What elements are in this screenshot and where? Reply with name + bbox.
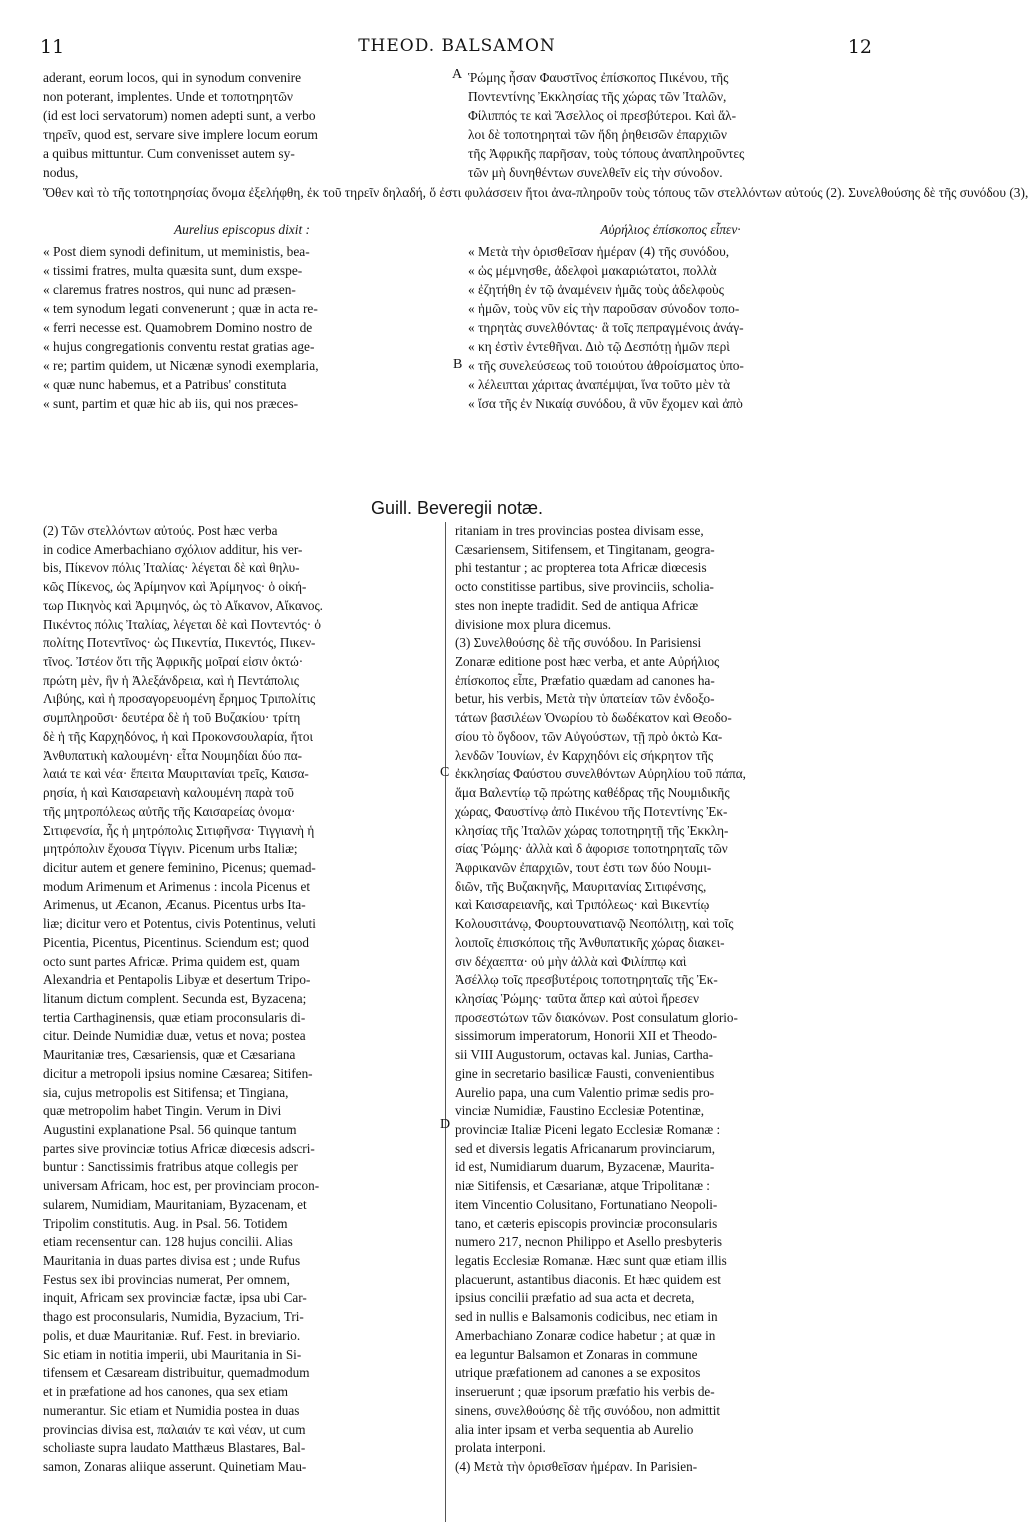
text-line: nodus, [43,165,79,181]
text-line: dicitur a metropoli ipsius nomine Cæsarea; Sitifen- [43,1065,313,1081]
text-line: universam Africam, hoc est, per provinciam procon- [43,1178,320,1194]
text-line: διῶν, τῆς Βυζακηνῆς, Μαυριτανίας Σιτιφένσης, [455,878,707,894]
text-line: κλησίας τῆς Ἰταλῶν χώρας τοποτηρητῇ τῆς Ἐκκλη- [455,822,729,838]
text-line: κῶς Πίκενος, ὡς Ἀρίμηνον καὶ Ἀρίμηνος· ὁ οἰκή- [43,579,307,595]
text-line: numerantur. Sic etiam et Numidia postea in duas [43,1402,300,1418]
text-line: ἐκκλησίας Φαύστου συνελθόντων Αὐρηλίου τοῦ πάπα, [455,766,746,782]
text-line: thago est proconsularis, Numidia, Byzacium, Tri- [43,1309,304,1325]
text-line: Mauritania in duas partes divisa est ; unde Rufus [43,1253,301,1269]
text-line: sed in nullis e Balsamonis codicibus, nec etiam in [455,1309,718,1325]
text-line: λενδῶν Ἰουνίων, ἐν Καρχηδόνι εἰς σήκρητον τῆς [455,747,714,763]
text-line: (4) Μετὰ τὴν ὁρισθεῖσαν ἡμέραν. In Parisien- [455,1458,698,1474]
text-line: Tripolim constitutis. Aug. in Psal. 56. Totidem [43,1215,288,1231]
text-line: σίου τὸ ὄγδοον, τῶν Αὐγούστων, τῇ πρὸ ὀκτὼ Κα- [455,728,723,744]
full-width-lines [43,183,1028,202]
marker-c: C [440,765,450,780]
text-line: τῆς μητροπόλεως αὐτῆς τῆς Καισαρείας ὀνομα· [43,803,296,819]
text-line: λοι δὲ τοποτηρηταὶ τῶν ἤδη ῥηθεισῶν ἐπαρχιῶν [468,127,727,143]
text-line: octo sunt partes Africæ. Prima quidem est, quam [43,953,300,969]
text-line: τωρ Πικηνὸς καὶ Ἀριμηνός, ὡς τὸ Αἴκανον, Αἴκανος. [43,597,323,613]
speech-left-column [43,242,441,413]
text-line: bis, Πίκενον πόλις Ἰταλίας· λέγεται δὲ καὶ θηλυ- [43,560,300,576]
text-line: alia inter ipsam et verba sequentia ab Aurelio [455,1421,694,1437]
text-line: λοιποῖς ἐπισκόποις τῆς Ἀνθυπατικῆς χώρας διακει- [455,934,725,950]
marker-a: A [452,67,463,82]
text-line: quæ metropolim habet Tingin. Verum in Divi [43,1103,282,1119]
text-line: partes sive provinciæ totius Africæ diœcesis adscri- [43,1140,315,1156]
column-rule [445,522,446,1522]
text-line: Picentia, Picentus, Picentinus. Sciendum est; quod [43,934,309,950]
text-line: « claremus fratres nostros, qui nunc ad præsen- [43,282,296,298]
text-line: (2) Τῶν στελλόντων αὐτούς. Post hæc verba [43,523,278,538]
text-line: « quæ nunc habemus, et a Patribus' constituta [43,377,287,393]
text-line: sissimorum imperatorum, Honorii XII et Theodo- [455,1028,717,1044]
text-line: προσεστώτων τῶν διακόνων. Post consulatum glorio- [455,1009,738,1025]
text-line: καὶ Καισαρειανῆς, καὶ Τριπόλεως· καὶ Βικεντίῳ [455,897,710,913]
text-line: sularem, Numidiam, Mauritaniam, Byzacenam, et [43,1196,307,1212]
text-line: πολίτης Ποτεντῖνος· ὡς Πικεντία, Πικεντός, Πικεν- [43,635,316,651]
notes-title: Guill. Beveregii notæ. [370,498,544,518]
text-line: Zonaræ editione post hæc verba, et ante Αὐρήλιος [455,654,720,670]
text-line: Augustini explanatione Psal. 56 quinque tantum [43,1122,297,1137]
text-line: « sunt, partim et quæ hic ab iis, qui nos præces- [43,396,299,412]
text-line: « τῆς συνελεύσεως τοῦ τοιούτου ἀθροίσματος ὑπο- [468,358,744,374]
marker-d: D [440,1117,451,1132]
text-line: betur, his verbis, Μετὰ τὴν ὑπατείαν τῶν ἐνδοξο- [455,691,715,707]
text-line: μητρόπολιν ἔχουσα Τίγγιν. Picenum urbs Italiæ; [43,841,298,857]
page-number-left: 11 [40,36,65,58]
top-left-column [43,68,441,182]
text-line: πρώτη μὲν, ἣν ἡ Ἀλεξάνδρεια, καὶ ἡ Πεντάπολις [43,672,299,688]
text-line: Alexandria et Pentapolis Libyæ et desertum Tripo- [43,972,311,988]
notes-right-column [455,522,873,1477]
marker-b: B [453,357,463,372]
text-line: samon, Zonaras aliique asserunt. Quinetiam Mau- [43,1458,307,1474]
text-line: τηρεῖν, quod est, servare sive implere locum eorum [43,127,318,143]
text-line: « ἴσα τῆς ἐν Νικαίᾳ συνόδου, ἃ νῦν ἔχομεν καὶ ἀπὸ [468,396,743,412]
text-line: Λιβύης, καὶ ἡ προσαγορευομένη ἔρημος Τριπολίτις [43,691,316,707]
notes-left-column [43,522,441,1477]
text-line: niæ Sitifensis, et Cæsarianæ, atque Tripolitanæ : [455,1178,710,1194]
text-line: Ὅθεν καὶ τὸ τῆς τοποτηρησίας ὄνομα ἐξελήφθη, ἐκ τοῦ τηρεῖν δηλαδή, ὅ ἐστι φυλάσσειν ἤτοι ἀνα- [43,185,577,200]
text-line: Mauritaniæ tres, Cæsariensis, quæ et Cæsariana [43,1047,296,1063]
text-line: « Post diem synodi definitum, ut meministis, bea- [43,244,310,259]
text-line: (id est loci servatorum) nomen adepti sunt, a verbo [43,108,316,124]
text-line: item Vincentio Colusitano, Fortunatiano Neopoli- [455,1196,718,1212]
text-line: Ῥώμης ἦσαν Φαυστῖνος ἐπίσκοπος Πικένου, τῆς [468,70,729,85]
text-line: non poterant, implentes. Unde et τοποτηρητῶν [43,89,293,105]
text-line: provinciæ Italiæ Piceni legato Ecclesiæ Romanæ : [455,1122,721,1137]
text-line: Aurelio papa, una cum Valentio primæ sedis pro- [455,1084,715,1100]
text-line: Arimenus, ut Æcanon, Æcanus. Picentus urbs Ita- [43,897,306,913]
text-line: Festus sex ibi provincias numerat, Per omnem, [43,1271,290,1287]
text-line: « κη ἐστὶν ἐντεθῆναι. Διὸ τῷ Δεσπότῃ ἡμῶν περὶ [468,339,730,355]
text-line: polis, et duæ Mauritaniæ. Ruf. Fest. in breviario. [43,1327,301,1343]
text-line: numero 217, necnon Philippo et Asello presbyteris [455,1234,723,1250]
text-line: Πικέντος πόλις Ἰταλίας, λέγεται δὲ καὶ Ποντεντός· ὁ [43,616,321,632]
text-line: λαιά τε καὶ νέα· ἔπειτα Μαυριτανίαι τρεῖς, Καισα- [43,766,309,782]
subhead-left: Aurelius episcopus dixit : [174,222,310,237]
text-line: σίας Ῥώμης· ἀλλὰ καὶ δ ἀφορισε τοποτηρηταῖς τῶν [455,841,728,857]
text-line: et in præfatione ad hos canones, qua sex etiam [43,1384,288,1400]
text-line: Φίλιππός τε καὶ Ἄσελλος οἱ πρεσβύτεροι. Καὶ ἄλ- [468,108,737,124]
text-line: « Μετὰ τὴν ὁρισθεῖσαν ἡμέραν (4) τῆς συνόδου, [468,244,730,259]
text-line: « ἐζητήθη ἐν τῷ ἀναμένειν ἡμᾶς τοὺς ἀδελφοὺς [468,282,724,298]
text-line: ἅμα Βαλεντίῳ τῷ πρώτης καθέδρας τῆς Νουμιδικῆς [455,785,730,801]
text-line: buntur : Sanctissimis fratribus atque collegis per [43,1159,298,1175]
text-line: ipsius concilii præfatio ad sua acta et decreta, [455,1290,695,1306]
text-line: Cæsariensem, Sitifensem, et Tingitanam, geogra- [455,541,715,557]
text-line: inseruerunt ; quæ ipsorum præfatio his verbis de- [455,1384,715,1400]
text-line: legatis Ecclesiæ Romanæ. Hæc sunt quæ etiam illis [455,1253,727,1269]
text-line: tano, et cæteris episcopis provinciæ proconsularis [455,1215,718,1231]
top-right-column [468,68,873,182]
text-line: « hujus congregationis conventu restat gratias age- [43,339,315,355]
text-line: utrique præfationem ad canones a se expositos [455,1365,701,1381]
text-line: sii VIII Augustorum, octavas kal. Junias, Cartha- [455,1047,713,1063]
text-line: δὲ ἡ τῆς Καρχηδόνος, ἡ καὶ Προκονσουλαρία, ἤτοι [43,728,314,744]
text-line: inquit, Africam sex provinciæ factæ, ipsa ubi Car- [43,1290,307,1306]
text-line: κλησίας Ῥώμης· ταῦτα ἅπερ καὶ αὐτοὶ ἤρεσεν [455,990,699,1006]
text-line: sinens, συνελθούσης δὲ τῆς συνόδου, non admittit [455,1402,721,1418]
text-line: σιν δέχαεπτα· οὐ μὴν ἀλλὰ καὶ Φιλίππῳ καὶ [455,953,687,969]
text-line: vinciæ Numidiæ, Faustino Ecclesiæ Potentinæ, [455,1103,705,1119]
speech-right-column [468,242,873,413]
text-line: Ἀνθυπατικὴ καλουμένη· εἶτα Νουμηδίαι δύο πα- [43,747,303,763]
text-line: « τηρητὰς συνελθόντας· ἃ τοῖς πεπραγμένοις ἀνάγ- [468,320,744,336]
text-line: « tissimi fratres, multa quæsita sunt, dum exspe- [43,263,303,279]
text-line: sia, cujus metropolis est Sitifensa; et Tingiana, [43,1084,289,1100]
text-line: sed et diversis legatis Africanarum provinciarum, [455,1140,716,1156]
text-line: litanum dictum complent. Secunda est, Byzacena; [43,990,307,1006]
text-line: « ὡς μέμνησθε, ἀδελφοὶ μακαριώτατοι, πολλὰ [468,263,717,279]
text-line: etiam recensentur can. 128 hujus concilii. Alias [43,1234,293,1250]
text-line: τῖνος. Ἰστέον ὅτι τῆς Ἀφρικῆς μοῖραί εἰσιν ὀκτώ· [43,654,304,670]
text-line: « ferri necesse est. Quamobrem Domino nostro de [43,320,313,336]
text-line: Ἀφρικανῶν ἐπαρχιῶν, τουτ ἐστι των δύο Νουμι- [455,859,712,875]
text-line: « λέλειπται χάριτας ἀναπέμψαι, ἵνα τοῦτο μὲν τὰ [468,377,731,393]
text-line: ρησία, ἡ καὶ Καισαρειανὴ καλουμένη παρὰ τοῦ [43,785,294,801]
text-line: τῆς Ἀφρικῆς παρῆσαν, τοὺς τόπους ἀναπληροῦντες [468,146,745,162]
text-line: « re; partim quidem, ut Nicænæ synodi exemplaria, [43,358,319,374]
text-line: tertia Carthaginensis, quæ etiam proconsularis di- [43,1009,306,1025]
text-line: τῶν μὴ δυνηθέντων συνελθεῖν εἰς τὴν σύνοδον. [468,165,723,181]
text-line: tifensem et Cæsaream distribuitur, quemadmodum [43,1365,310,1381]
text-line: « tem synodum legati convenerunt ; quæ in acta re- [43,301,318,317]
text-line: in codice Amerbachiano σχόλιον additur, his ver- [43,541,303,557]
text-line: « ἡμῶν, τοὺς νῦν εἰς τὴν παροῦσαν σύνοδον τοπο- [468,301,740,317]
text-line: ἐπίσκοπος εἶπε, Præfatio quædam ad canones ha- [455,672,715,688]
text-line: ea leguntur Balsamon et Zonaras in commune [455,1346,698,1362]
text-line: a quibus mittuntur. Cum convenisset autem sy- [43,146,295,162]
text-line: Ποντεντίνης Ἐκκλησίας τῆς χώρας τῶν Ἰταλῶν, [468,89,727,105]
text-line: gine in secretario basilicæ Fausti, convenientibus [455,1065,715,1081]
text-line: Κολουσιτάνῳ, Φουρτουνατιανῷ Νεοπόλιτῃ, καὶ τοῖς [455,916,734,932]
text-line: modum Arimenum et Arimenus : incola Picenus et [43,878,311,894]
text-line: phi testantur ; ac propterea tota Africæ diœcesis [455,560,707,576]
text-line: dicitur autem et genere feminino, Picenus; quemad- [43,859,316,875]
text-line: liæ; dicitur vero et Potentus, civis Potentinus, veluti [43,916,316,932]
text-line: Σιτιφενσία, ἧς ἡ μητρόπολις Σιτιφῆνσα· Τιγγιανὴ ἡ [43,822,315,838]
text-line: Sic etiam in notitia imperii, ubi Mauritania in Si- [43,1346,302,1362]
text-line: πληροῦν τοὺς τόπους τῶν στελλόντων αὐτούς (2). Συνελθούσης δὲ τῆς συνόδου (3), [576,185,1028,200]
text-line: id est, Numidiarum duarum, Byzacenæ, Maurita- [455,1159,715,1175]
text-line: scholiaste supra laudato Matthæus Blastares, Bal- [43,1440,306,1456]
text-line: aderant, eorum locos, qui in synodum convenire [43,70,302,85]
text-line: citur. Deinde Numidiæ duæ, vetus et nova; postea [43,1028,306,1044]
text-line: (3) Συνελθούσης δὲ τῆς συνόδου. In Parisiensi [455,635,702,651]
running-title: THEOD. BALSAMON [358,36,556,56]
text-line: stes non inepte tradidit. Sed de antiqua Africæ [455,597,699,613]
text-line: octo constitisse partibus, sive provinciis, scholia- [455,579,714,595]
text-line: divisione mox plura dicemus. [455,616,612,632]
text-line: prolata interponi. [455,1440,546,1456]
text-line: συμπληροῦσι· δευτέρα δὲ ἡ τοῦ Βυζακίου· τρίτη [43,710,301,726]
text-line: χώρας, Φαυστίνῳ ἀπὸ Πικένου τῆς Ποτεντίνης Ἐκ- [455,803,728,819]
page-number-right: 12 [847,36,872,58]
text-line: Amerbachiano Zonaræ codice habetur ; at quæ in [455,1327,716,1343]
text-line: ritaniam in tres provincias postea divisam esse, [455,523,704,538]
text-line: Ἀσέλλῳ τοῖς πρεσβυτέροις τοποτηρηταῖς τῆς Ἐκ- [455,972,718,988]
text-line: τάτων βασιλέων Ὁνωρίου τὸ δωδέκατον καὶ Θεοδο- [455,710,732,726]
text-line: provincias divisa est, παλαιάν τε καὶ νέαν, ut cum [43,1421,306,1437]
text-line: placuerunt, astantibus diaconis. Et hæc quidem est [455,1271,721,1287]
subhead-right: Αὐρήλιος ἐπίσκοπος εἶπεν· [600,222,741,237]
